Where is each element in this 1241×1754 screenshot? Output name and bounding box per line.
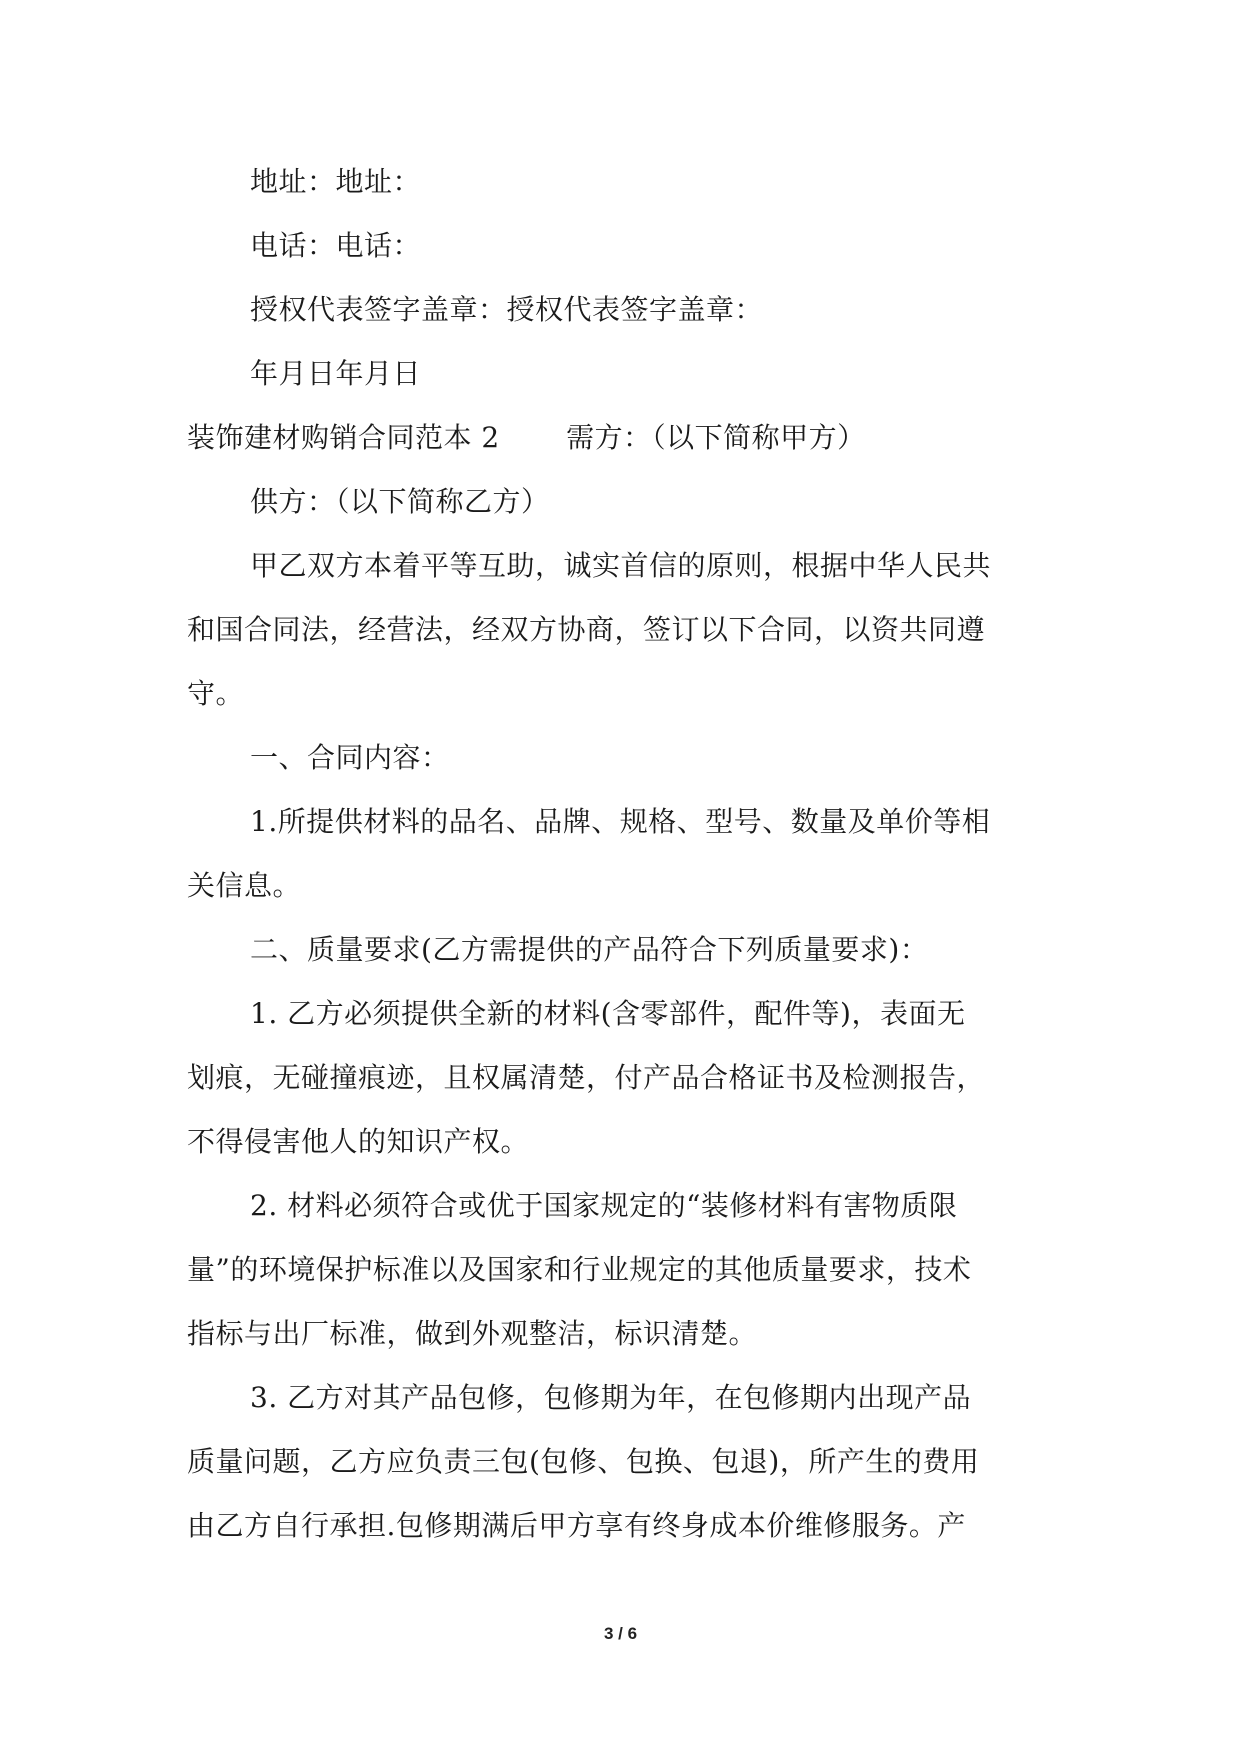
- paragraph-line: 不得侵害他人的知识产权。: [187, 1125, 530, 1158]
- paragraph-line: 划痕，无碰撞痕迹，且权属清楚，付产品合格证书及检测报告，: [187, 1061, 986, 1094]
- address-line: 地址：地址：: [250, 165, 422, 198]
- paragraph-line: 1.所提供材料的品名、品牌、规格、型号、数量及单价等相: [250, 805, 991, 838]
- page-number: 3 / 6: [603, 1624, 638, 1643]
- section-heading: 二、质量要求(乙方需提供的产品符合下列质量要求)：: [250, 933, 929, 966]
- signature-line: 授权代表签字盖章：授权代表签字盖章：: [250, 293, 764, 326]
- phone-line: 电话：电话：: [250, 229, 422, 262]
- paragraph-line: 量”的环境保护标准以及国家和行业规定的其他质量要求，技术: [187, 1253, 972, 1286]
- supplier-line: 供方：（以下简称乙方）: [250, 485, 550, 518]
- paragraph-line: 1. 乙方必须提供全新的材料(含零部件，配件等)，表面无: [250, 997, 966, 1030]
- paragraph-line: 指标与出厂标准，做到外观整洁，标识清楚。: [187, 1317, 758, 1350]
- paragraph-line: 和国合同法，经营法，经双方协商，签订以下合同，以资共同遵: [187, 613, 986, 646]
- paragraph-line: 由乙方自行承担.包修期满后甲方享有终身成本价维修服务。产: [187, 1509, 966, 1542]
- contract-title-line: 装饰建材购销合同范本 2 需方：（以下简称甲方）: [187, 421, 866, 454]
- date-line: 年月日年月日: [250, 357, 422, 390]
- paragraph-line: 质量问题，乙方应负责三包(包修、包换、包退)，所产生的费用: [187, 1445, 980, 1478]
- section-heading: 一、合同内容：: [250, 741, 450, 774]
- paragraph-line: 守。: [187, 677, 245, 710]
- paragraph-line: 关信息。: [187, 869, 302, 902]
- paragraph-line: 2. 材料必须符合或优于国家规定的“装修材料有害物质限: [250, 1189, 958, 1222]
- paragraph-line: 3. 乙方对其产品包修，包修期为年，在包修期内出现产品: [250, 1381, 972, 1414]
- paragraph-line: 甲乙双方本着平等互助，诚实首信的原则，根据中华人民共: [250, 549, 992, 582]
